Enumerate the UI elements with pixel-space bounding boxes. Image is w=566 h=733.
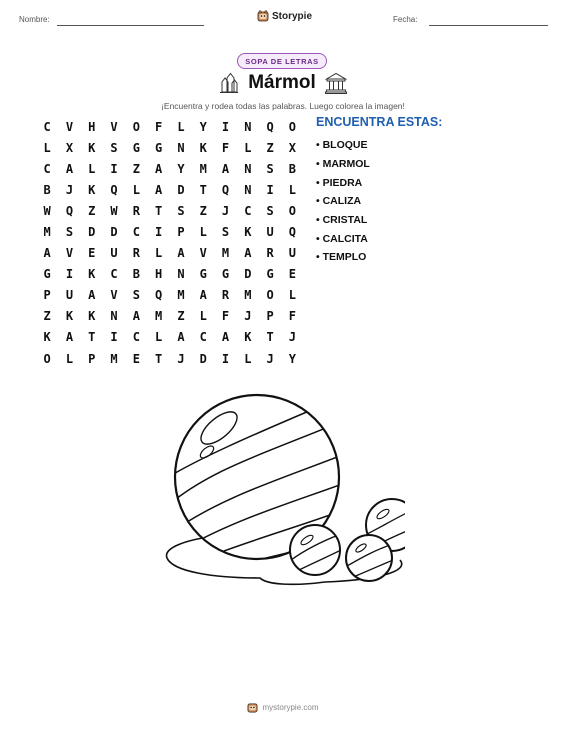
footer-url[interactable]: mystorypie.com <box>262 703 319 712</box>
grid-cell[interactable]: N <box>177 140 185 155</box>
grid-cell[interactable]: L <box>43 140 51 155</box>
grid-cell[interactable]: U <box>288 246 297 261</box>
grid-cell[interactable]: G <box>155 140 163 155</box>
grid-cell[interactable]: R <box>132 246 140 261</box>
grid-cell[interactable]: J <box>177 351 185 366</box>
grid-cell[interactable]: D <box>244 267 252 282</box>
grid-cell[interactable]: F <box>221 309 230 324</box>
grid-cell[interactable]: B <box>43 182 51 197</box>
grid-cell[interactable]: Y <box>199 119 207 134</box>
grid-cell[interactable]: P <box>177 225 185 240</box>
grid-cell[interactable]: A <box>221 330 230 345</box>
grid-cell[interactable]: L <box>199 309 207 324</box>
grid-cell[interactable]: A <box>244 246 252 261</box>
grid-cell[interactable]: P <box>43 288 51 303</box>
grid-cell[interactable]: K <box>43 330 51 345</box>
grid-cell[interactable]: Q <box>288 225 297 240</box>
grid-cell[interactable]: Z <box>199 203 207 218</box>
grid-cell[interactable]: S <box>132 288 140 303</box>
word-list-item: • CALIZA <box>316 195 362 208</box>
grid-cell[interactable]: S <box>177 203 185 218</box>
grid-cell[interactable]: L <box>244 140 252 155</box>
brand-logo <box>257 10 312 22</box>
brand-name: Storypie <box>272 10 313 22</box>
grid-cell[interactable]: N <box>177 267 185 282</box>
grid-cell[interactable]: L <box>132 182 140 197</box>
grid-cell[interactable]: I <box>221 351 230 366</box>
name-line[interactable] <box>57 25 204 26</box>
storypie-mascot-icon <box>247 702 258 713</box>
grid-cell[interactable]: O <box>132 119 140 134</box>
grid-cell[interactable]: I <box>110 161 118 176</box>
grid-cell[interactable]: B <box>288 161 297 176</box>
grid-cell[interactable]: Q <box>221 182 230 197</box>
grid-cell[interactable]: L <box>65 351 74 366</box>
grid-cell[interactable]: K <box>88 140 96 155</box>
grid-cell[interactable]: O <box>43 351 51 366</box>
grid-cell[interactable]: I <box>266 182 274 197</box>
grid-cell[interactable]: Z <box>132 161 140 176</box>
grid-cell[interactable]: R <box>266 246 274 261</box>
grid-cell[interactable]: M <box>43 225 51 240</box>
grid-cell[interactable]: X <box>288 140 297 155</box>
grid-cell[interactable]: A <box>177 330 185 345</box>
grid-cell[interactable]: A <box>155 161 163 176</box>
grid-cell[interactable]: Q <box>155 288 163 303</box>
grid-cell[interactable]: M <box>244 288 252 303</box>
grid-cell[interactable]: N <box>244 119 252 134</box>
grid-cell[interactable]: L <box>155 246 163 261</box>
word-list-item: • BLOQUE <box>316 139 368 152</box>
grid-cell[interactable]: C <box>110 267 118 282</box>
grid-cell[interactable]: T <box>88 330 96 345</box>
grid-cell[interactable]: C <box>132 225 140 240</box>
word-list <box>316 136 370 267</box>
grid-cell[interactable]: I <box>110 330 118 345</box>
grid-cell[interactable]: K <box>65 309 74 324</box>
grid-cell[interactable]: T <box>155 351 163 366</box>
grid-cell[interactable]: V <box>110 119 118 134</box>
grid-cell[interactable]: G <box>199 267 207 282</box>
grid-cell[interactable]: L <box>88 161 96 176</box>
grid-cell[interactable]: C <box>199 330 207 345</box>
marble-spheres-illustration <box>155 390 405 595</box>
letter-grid <box>36 116 304 369</box>
grid-cell[interactable]: S <box>266 203 274 218</box>
grid-cell[interactable]: K <box>244 225 252 240</box>
grid-cell[interactable]: F <box>221 140 230 155</box>
grid-cell[interactable]: I <box>155 225 163 240</box>
grid-cell[interactable]: L <box>288 182 297 197</box>
grid-cell[interactable]: S <box>266 161 274 176</box>
grid-cell[interactable]: K <box>199 140 207 155</box>
grid-cell[interactable]: B <box>132 267 140 282</box>
grid-cell[interactable]: K <box>88 182 96 197</box>
grid-cell[interactable]: U <box>65 288 74 303</box>
grid-cell[interactable]: Y <box>177 161 185 176</box>
grid-cell[interactable]: C <box>43 119 51 134</box>
grid-cell[interactable]: V <box>199 246 207 261</box>
storypie-mascot-icon <box>257 10 269 22</box>
grid-cell[interactable]: V <box>110 288 118 303</box>
grid-cell[interactable]: V <box>65 119 74 134</box>
grid-cell[interactable]: L <box>155 330 163 345</box>
crystal-icon <box>219 72 239 94</box>
grid-cell[interactable]: G <box>132 140 140 155</box>
grid-cell[interactable]: A <box>155 182 163 197</box>
grid-cell[interactable]: Q <box>266 119 274 134</box>
word-list-item: • TEMPLO <box>316 251 367 264</box>
grid-cell[interactable]: O <box>288 203 297 218</box>
grid-cell[interactable]: J <box>266 351 274 366</box>
date-line[interactable] <box>429 25 548 26</box>
grid-cell[interactable]: V <box>65 246 74 261</box>
grid-cell[interactable]: O <box>266 288 274 303</box>
grid-cell[interactable]: A <box>132 309 140 324</box>
grid-cell[interactable]: U <box>110 246 118 261</box>
grid-cell[interactable]: I <box>221 119 230 134</box>
grid-cell[interactable]: F <box>155 119 163 134</box>
grid-cell[interactable]: L <box>199 225 207 240</box>
grid-cell[interactable]: P <box>88 351 96 366</box>
grid-cell[interactable]: R <box>132 203 140 218</box>
grid-cell[interactable]: A <box>65 161 74 176</box>
grid-cell[interactable]: H <box>88 119 96 134</box>
grid-cell[interactable]: D <box>177 182 185 197</box>
grid-cell[interactable]: A <box>88 288 96 303</box>
grid-cell[interactable]: O <box>288 119 297 134</box>
grid-cell[interactable]: S <box>65 225 74 240</box>
grid-cell[interactable]: X <box>65 140 74 155</box>
grid-cell[interactable]: D <box>88 225 96 240</box>
grid-cell[interactable]: S <box>110 140 118 155</box>
grid-cell[interactable]: A <box>221 161 230 176</box>
activity-badge: SOPA DE LETRAS <box>237 53 327 69</box>
grid-cell[interactable]: D <box>110 225 118 240</box>
grid-cell[interactable]: M <box>177 288 185 303</box>
grid-cell[interactable]: Z <box>88 203 96 218</box>
grid-cell[interactable]: J <box>65 182 74 197</box>
grid-cell[interactable]: F <box>288 309 297 324</box>
word-list-item: • MARMOL <box>316 158 370 171</box>
grid-cell[interactable]: Z <box>177 309 185 324</box>
word-list-item: • CALCITA <box>316 232 368 245</box>
grid-cell[interactable]: W <box>43 203 51 218</box>
grid-cell[interactable]: C <box>244 203 252 218</box>
grid-cell[interactable]: L <box>177 119 185 134</box>
grid-cell[interactable]: N <box>110 309 118 324</box>
grid-cell[interactable]: L <box>288 288 297 303</box>
word-list-item: • PIEDRA <box>316 176 363 189</box>
grid-cell[interactable]: Y <box>288 351 297 366</box>
grid-cell[interactable]: A <box>177 246 185 261</box>
grid-cell[interactable]: W <box>110 203 118 218</box>
grid-cell[interactable]: U <box>266 225 274 240</box>
grid-cell[interactable]: I <box>65 267 74 282</box>
grid-cell[interactable]: M <box>221 246 230 261</box>
grid-cell[interactable]: C <box>132 330 140 345</box>
grid-cell[interactable]: E <box>132 351 140 366</box>
grid-cell[interactable]: N <box>244 161 252 176</box>
grid-cell[interactable]: H <box>155 267 163 282</box>
grid-cell[interactable]: S <box>221 225 230 240</box>
grid-cell[interactable]: D <box>199 351 207 366</box>
word-list-item: • CRISTAL <box>316 214 368 227</box>
name-label: Nombre: <box>19 15 50 24</box>
grid-cell[interactable]: N <box>244 182 252 197</box>
grid-cell[interactable]: M <box>155 309 163 324</box>
grid-cell[interactable]: K <box>88 267 96 282</box>
grid-cell[interactable]: J <box>244 309 252 324</box>
grid-cell[interactable]: L <box>244 351 252 366</box>
temple-icon <box>325 72 347 94</box>
page-title: Mármol <box>248 72 316 93</box>
grid-cell[interactable]: M <box>199 161 207 176</box>
grid-cell[interactable]: A <box>199 288 207 303</box>
title-row <box>0 72 566 94</box>
grid-cell[interactable]: C <box>43 161 51 176</box>
grid-cell[interactable]: J <box>221 203 230 218</box>
grid-cell[interactable]: T <box>155 203 163 218</box>
grid-cell[interactable]: M <box>110 351 118 366</box>
grid-cell[interactable]: G <box>43 267 51 282</box>
grid-cell[interactable]: A <box>43 246 51 261</box>
grid-cell[interactable]: E <box>88 246 96 261</box>
grid-cell[interactable]: Q <box>65 203 74 218</box>
grid-cell[interactable]: Z <box>43 309 51 324</box>
grid-cell[interactable]: E <box>288 267 297 282</box>
grid-cell[interactable]: P <box>266 309 274 324</box>
grid-cell[interactable]: R <box>221 288 230 303</box>
grid-cell[interactable]: Q <box>110 182 118 197</box>
grid-cell[interactable]: G <box>221 267 230 282</box>
footer <box>0 702 566 713</box>
grid-cell[interactable]: K <box>244 330 252 345</box>
grid-cell[interactable]: Z <box>266 140 274 155</box>
date-label: Fecha: <box>393 15 418 24</box>
grid-cell[interactable]: G <box>266 267 274 282</box>
grid-cell[interactable]: J <box>288 330 297 345</box>
instructions: ¡Encuentra y rodea todas las palabras. Luego colorea la imagen! <box>161 101 405 111</box>
grid-cell[interactable]: T <box>266 330 274 345</box>
word-list-heading: ENCUENTRA ESTAS: <box>316 115 443 129</box>
grid-cell[interactable]: A <box>65 330 74 345</box>
grid-cell[interactable]: K <box>88 309 96 324</box>
grid-cell[interactable]: T <box>199 182 207 197</box>
